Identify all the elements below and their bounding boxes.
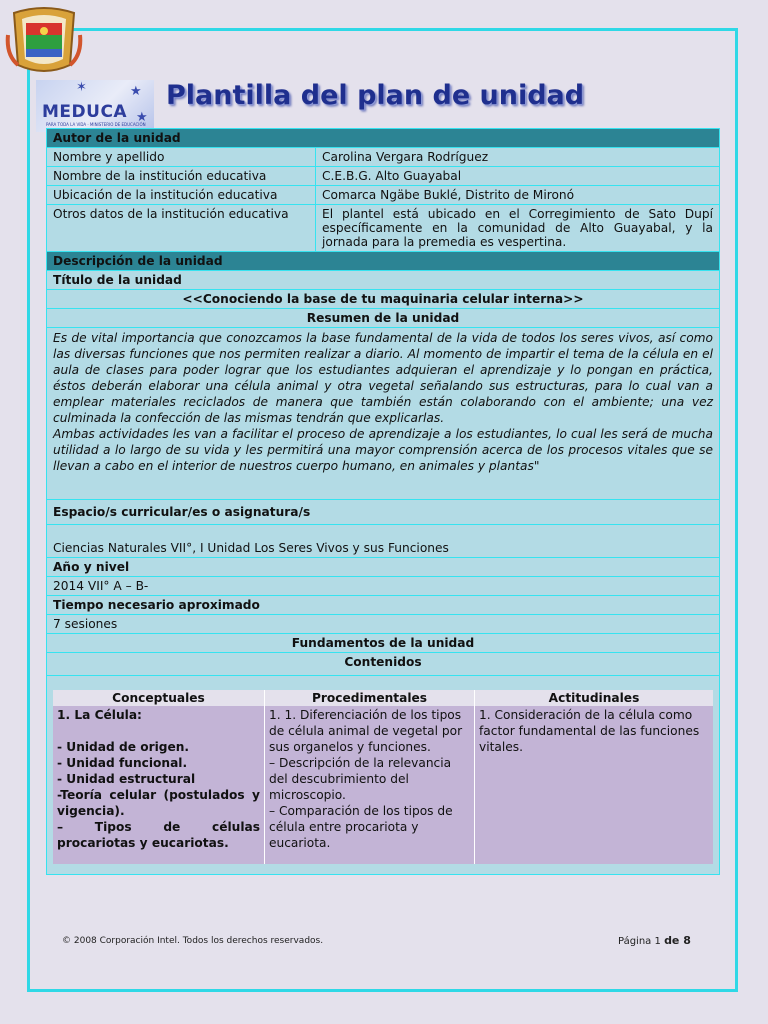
unit-plan-table — [46, 129, 720, 875]
coat-of-arms-icon — [4, 5, 84, 75]
author-label: Nombre de la institución educativa — [47, 167, 316, 185]
author-label: Nombre y apellido — [47, 148, 316, 166]
subject-label-row: Espacio/s curricular/es o asignatura/s — [46, 499, 720, 525]
copyright-footer: © 2008 Corporación Intel. Todos los derechos reservados. — [62, 936, 324, 946]
unit-title-row: <<Conociendo la base de tu maquinaria celular interna>> — [46, 289, 720, 309]
fundamentals-row: Fundamentos de la unidad — [46, 633, 720, 653]
contents-table-body — [53, 706, 713, 864]
author-label: Otros datos de la institución educativa — [47, 205, 316, 251]
section-header-author: Autor de la unidad — [46, 128, 720, 148]
star-icon: ★ — [136, 110, 148, 125]
author-value: Carolina Vergara Rodríguez — [322, 150, 489, 164]
author-row — [46, 147, 720, 167]
author-value: C.E.B.G. Alto Guayabal — [322, 169, 462, 183]
conceptual-cell: 1. La Célula: - Unidad de origen. - Unidad funcional. - Unidad estructural -Teoría celular (postulados y vigencia). – Tipos de células procariotas y eucariotas. — [53, 706, 265, 864]
time-row: 7 sesiones — [46, 614, 720, 634]
contents-table-header — [53, 690, 713, 706]
contents-table-row — [46, 675, 720, 875]
contents-label-row: Contenidos — [46, 652, 720, 676]
author-row — [46, 185, 720, 205]
section-header-description: Descripción de la unidad — [46, 251, 720, 271]
page-title: Plantilla del plan de unidad — [166, 80, 585, 111]
column-header: Procedimentales — [265, 690, 475, 706]
summary-paragraph: Ambas actividades les van a facilitar el proceso de aprendizaje a los estudiantes, lo cual les será de mucha utilidad a lo largo de su vida y les permitirá una mayor comprensión acerca de los procesos vitales que se llevan a cabo en el interior de nuestros cuerpo humano, en animales y plantas" — [53, 427, 713, 473]
author-label: Ubicación de la institución educativa — [47, 186, 316, 204]
column-header: Actitudinales — [475, 690, 713, 706]
logo-tagline: PARA TODA LA VIDA · MINISTERIO DE EDUCACIÓN — [46, 122, 146, 127]
attitudinal-cell: 1. Consideración de la célula como factor fundamental de las funciones vitales. — [475, 706, 713, 864]
time-label-row: Tiempo necesario aproximado — [46, 595, 720, 615]
year-label-row: Año y nivel — [46, 557, 720, 577]
subject-row: Ciencias Naturales VII°, I Unidad Los Seres Vivos y sus Funciones — [46, 524, 720, 558]
author-row — [46, 204, 720, 252]
star-icon: ★ — [130, 84, 142, 99]
column-header: Conceptuales — [53, 690, 265, 706]
summary-row — [46, 327, 720, 500]
year-row: 2014 VII° A – B- — [46, 576, 720, 596]
unit-title-label-row: Título de la unidad — [46, 270, 720, 290]
page-number: Página 1 de 8 — [618, 934, 691, 947]
author-row — [46, 166, 720, 186]
meduca-logo — [36, 80, 154, 132]
summary-paragraph: Es de vital importancia que conozcamos la base fundamental de la vida de todos los seres vivos, así como las diversas funciones que nos permiten realizar a diario. Al momento de impartir el tema de la célula en el aula de clases para poder lograr que los estudiantes adquieran el aprendizaje y lo pongan en práctica, éstos deberán elaborar una célula animal y otra vegetal señalando sus estructuras, para lo cual van a emplear materiales reciclados de manera que también están colaborando con el ambiente; una vez culminada la confección de las mismas tendrán que explicarlas. — [53, 331, 713, 425]
logo-text: MEDUCA — [42, 102, 128, 122]
author-value: Comarca Ngäbe Buklé, Distrito de Mironó — [322, 188, 575, 202]
summary-label-row: Resumen de la unidad — [46, 308, 720, 328]
author-value: El plantel está ubicado en el Corregimiento de Sato Dupí específicamente en la comunidad de Alto Guayabal, y la jornada para la premedia es vespertina. — [322, 207, 713, 249]
star-icon: ✶ — [76, 80, 87, 95]
procedural-cell: 1. 1. Diferenciación de los tipos de célula animal de vegetal por sus organelos y funciones. – Descripción de la relevancia del descubrimiento del microscopio. – Comparación de los tipos de célula entre procariota y eucariota. — [265, 706, 475, 864]
